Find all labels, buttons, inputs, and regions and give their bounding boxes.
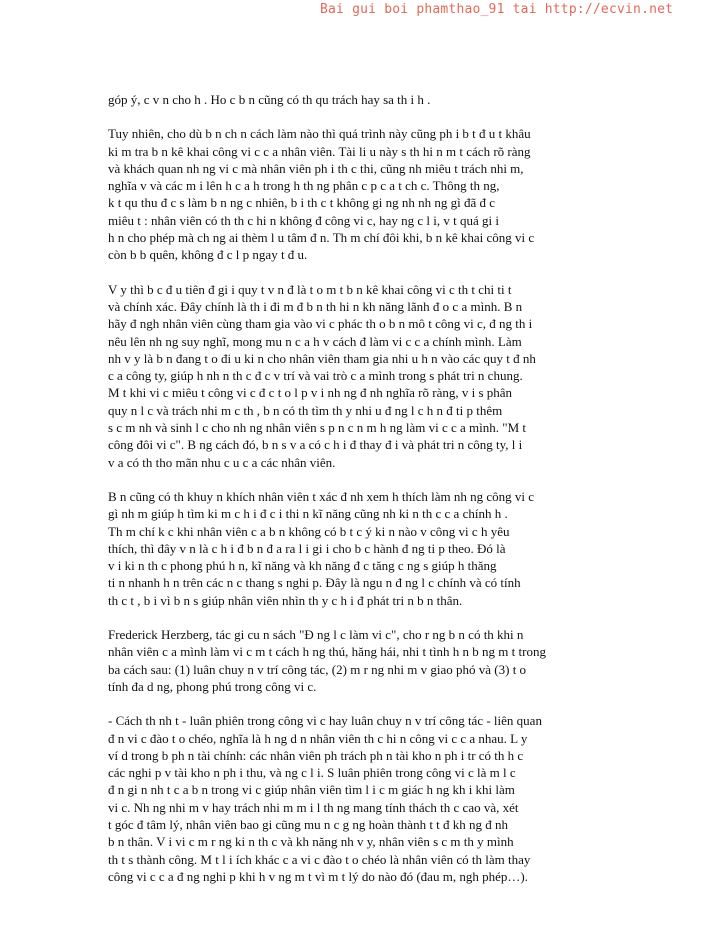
paragraph-4 <box>108 488 624 609</box>
text-line: M t khi vi c miêu t công vi c đ c t o l p v i nh ng đ nh nghĩa rõ ràng, v i s phân <box>108 385 513 401</box>
text-line: Th m chí k c khi nhân viên c a b n không có b t c ý ki n nào v công vi c h yêu <box>108 523 510 539</box>
text-line: t góc đ tâm lý, nhân viên bao gi cũng mu n c g ng hoàn thành t t đ kh ng đ nh <box>108 816 509 832</box>
paragraph-1 <box>108 91 624 108</box>
paragraph-2 <box>108 125 624 263</box>
text-line: công vi c c a đ ng nghi p khi h v ng m t vì m t lý do nào đó (đau m, ngh phép…). <box>108 868 528 884</box>
text-line: th c t , b i vì b n s giúp nhân viên nhìn th y c h i đ phát tri n b n thân. <box>108 592 463 608</box>
text-line: k t qu thu đ c s làm b n ng c nhiên, b i th c t không gi ng nh nh ng gì đã đ c <box>108 195 496 211</box>
text-line: vi c. Nh ng nhi m v hay trách nhi m m i l th ng mang tính thách th c cao và, xét <box>108 799 519 815</box>
text-line: nêu lên nh ng suy nghĩ, mong mu n c a h v cách đ làm vi c c a chính mình. Làm <box>108 333 522 349</box>
text-line: B n cũng có th khuy n khích nhân viên t xác đ nh xem h thích làm nh ng công vi c <box>108 488 535 504</box>
text-line: v a có th tho mãn nhu c u c a các nhân viên. <box>108 454 336 470</box>
text-line: h n cho phép mà ch ng ai thèm l u tâm đ n. Th m chí đôi khi, b n kê khai công vi c <box>108 230 535 246</box>
text-line: góp ý, c v n cho h . Ho c b n cũng có th qu trách hay sa th i h . <box>108 92 431 107</box>
text-line: - Cách th nh t - luân phiên trong công vi c hay luân chuy n v trí công tác - liên quan <box>108 713 542 729</box>
text-line: nghĩa v và các m i lên h c a h trong h th ng phân c p c a t ch c. Thông th ng, <box>108 178 500 194</box>
text-line: V y thì b c đ u tiên đ gi i quy t v n đ là t o m t b n kê khai công vi c th t chi ti t <box>108 281 512 297</box>
text-line: ti n nhanh h n trên các n c thang s nghi p. Đây là ngu n đ ng l c chính và có tính <box>108 575 521 591</box>
text-line: quy n l c và trách nhi m c th , b n có th tìm th y nhi u đ ng l c h n đ ti p thêm <box>108 402 503 418</box>
text-line: ba cách sau: (1) luân chuy n v trí công tác, (2) m r ng nhi m v giao phó và (3) t o <box>108 661 527 677</box>
text-line: công đôi vi c". B ng cách đó, b n s v a có c h i đ thay đ i và phát tri n công ty, l i <box>108 437 523 453</box>
text-line: miêu t : nhân viên có th th c hi n không đ công vi c, hay ng c l i, v t quá gi i <box>108 212 500 228</box>
paragraph-5 <box>108 626 624 695</box>
text-line: s c m nh và sinh l c cho nh ng nhân viên s p n c n m h ng làm vi c c a mình. "M t <box>108 420 526 436</box>
text-line: đ n gi n nh t c a b n trong vi c giúp nhân viên tìm l i c m giác h ng kh i khi làm <box>108 782 515 798</box>
text-line: đ n vi c đào t o chéo, nghĩa là h ng d n nhân viên th c hi n công vi c c a nhau. L y <box>108 730 528 746</box>
text-line: Frederick Herzberg, tác gi cu n sách "Đ ng l c làm vi c", cho r ng b n có th khi n <box>108 627 524 643</box>
text-line: thích, thì đây v n là c h i đ b n đ a ra l i gi i cho b c hành đ ng ti p theo. Đó là <box>108 540 506 556</box>
text-line: Tuy nhiên, cho dù b n ch n cách làm nào thì quá trình này cũng ph i b t đ u t khâu <box>108 126 531 142</box>
paragraph-6 <box>108 712 624 885</box>
text-line: nhân viên c a mình làm vi c m t cách h ng thú, hăng hái, nhi t tình h n b ng m t trong <box>108 644 546 660</box>
text-line: hãy đ ngh nhân viên cùng tham gia vào vi c phác th o b n mô t công vi c, đ ng th i <box>108 316 533 332</box>
text-line: các nghi p v tài kho n ph i thu, và ng c l i. S luân phiên trong công vi c là m l c <box>108 765 516 781</box>
text-line: gì nh m giúp h tìm ki m c h i đ c i thi n kĩ năng cũng nh ki n th c c a chính h . <box>108 506 508 522</box>
text-line: còn b b quên, không đ c l p ngay t đ u. <box>108 247 308 263</box>
text-line: và chính xác. Đây chính là th i đi m đ b n th hi n kh năng lãnh đ o c a mình. B n <box>108 298 523 314</box>
text-line: nh v y là b n đang t o đi u ki n cho nhân viên tham gia nhi u h n vào các quy t đ nh <box>108 350 536 366</box>
text-line: b n thân. V i vi c m r ng ki n th c và kh năng nh v y, nhân viên s c m th y mình <box>108 834 514 850</box>
text-line: và khách quan nh ng vi c mà nhân viên ph i th c thi, cũng nh miêu t trách nhi m, <box>108 160 524 176</box>
text-line: c a công ty, giúp h nh n th c đ c v trí và vai trò c a mình trong s phát tri n chung. <box>108 368 523 384</box>
text-line: tính đa d ng, phong phú trong công vi c. <box>108 678 317 694</box>
text-line: th t s thành công. M t l i ích khác c a vi c đào t o chéo là nhân viên có th làm thay <box>108 851 531 867</box>
text-line: ki m tra b n kê khai công vi c c a nhân viên. Tài li u này s th hi n m t cách rõ ràng <box>108 143 531 159</box>
paragraph-3 <box>108 281 624 471</box>
watermark-text: Bai gui boi phamthao_91 tai http://ecvin.net <box>320 2 674 17</box>
text-line: ví d trong b ph n tài chính: các nhân viên ph trách ph n tài kho n ph i tr có th h c <box>108 747 524 763</box>
document-body <box>108 91 624 902</box>
text-line: v i ki n th c phong phú h n, kĩ năng và kh năng đ c tăng c ng s giúp h thăng <box>108 558 497 574</box>
